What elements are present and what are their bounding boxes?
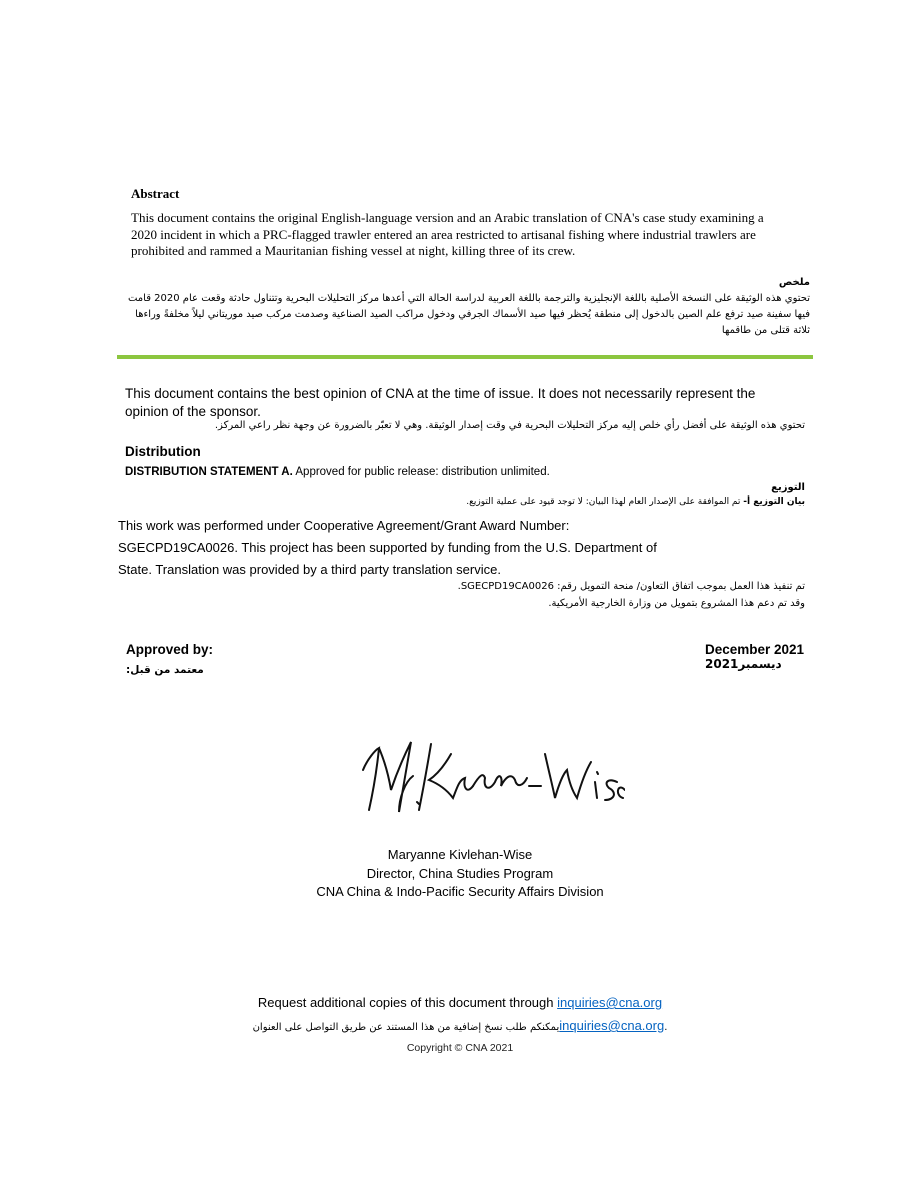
arabic-distribution-label: بيان التوزيع أ- (743, 497, 805, 507)
signature-stroke-wise (545, 754, 625, 800)
funding-line-2: SGECPD19CA0026. This project has been supported by funding from the U.S. Department of (118, 540, 657, 555)
signature-stroke-rest (473, 775, 541, 788)
arabic-issue-date: ديسمبر2021 (705, 657, 782, 671)
arabic-request-text: يمكنكم طلب نسخ إضافية من هذا المستند عن طريق التواصل على العنوان (252, 1022, 560, 1033)
green-divider (117, 355, 813, 359)
arabic-funding-line-1: تم تنفيذ هذا العمل بموجب اتفاق التعاون/ منحة التمويل رقم: SGECPD19CA0026. (457, 581, 805, 592)
arabic-distribution-heading: التوزيع (771, 482, 805, 493)
arabic-request-period: . (664, 1022, 668, 1033)
arabic-abstract-heading: ملخص (778, 277, 810, 288)
signatory-division: CNA China & Indo-Pacific Security Affairs Division (316, 884, 604, 899)
arabic-distribution-text: تم الموافقة على الإصدار العام لهذا البيان: لا توجد قيود على عملية التوزيع. (466, 497, 744, 507)
signatory-title: Director, China Studies Program (366, 865, 554, 881)
signature-stroke-k (417, 744, 473, 810)
request-text: Request additional copies of this document through (257, 995, 558, 1010)
inquiries-email-link[interactable]: inquiries@cna.org (557, 995, 663, 1010)
issue-date: December 2021 (705, 642, 805, 657)
abstract-heading: Abstract (131, 186, 180, 201)
request-copies (0, 995, 920, 1010)
funding-line-3: State. Translation was provided by a third party translation service. (118, 562, 501, 577)
arabic-inquiries-email-link[interactable]: inquiries@cna.org (559, 1018, 665, 1033)
signatory-name: Maryanne Kivlehan-Wise (387, 847, 533, 862)
copyright-notice: Copyright © CNA 2021 (406, 1042, 514, 1054)
arabic-abstract-body: تحتوي هذه الوثيقة على النسخة الأصلية باللغة الإنجليزية والترجمة باللغة العربية لدراسة الحالة التي أعدها مركز التحليلات البحرية وتتناول حادثة وقعت عام 2020 قامت فيها سفينة صيد ترفع علم الصين بالدخول إلى منطقة يُحظر فيها صيد الأسماك الجرفي ودخول مراكب الصيد الصناعية وصدمت مركب صيد موريتاني ليلاً مخلفةً وراءها ثلاثة قتلى من طاقمها (127, 293, 810, 336)
arabic-distribution-statement (466, 497, 805, 507)
signatory-block (0, 846, 920, 902)
approved-by-label: Approved by: (126, 642, 214, 657)
arabic-funding-line-2: وقد تم دعم هذا المشروع بتمويل من وزارة الخارجية الأمريكية. (548, 598, 805, 609)
signature-stroke-m (363, 742, 413, 812)
funding-statement (118, 515, 718, 581)
signature-image (355, 732, 625, 822)
abstract-body: This document contains the original English-language version and an Arabic translation of CNA's case study examining a 2020 incident in which a PRC-flagged trawler entered an area restricted to artisanal fishing where industrial trawlers are prohibited and rammed a Mauritanian fishing vessel at night, killing three of its crew. (131, 210, 764, 258)
distribution-heading: Distribution (125, 444, 201, 459)
distribution-statement-text: Approved for public release: distribution unlimited. (292, 466, 550, 478)
opinion-statement: This document contains the best opinion of CNA at the time of issue. It does not necessarily represent the opinion of the sponsor. (125, 386, 756, 419)
distribution-statement (125, 466, 550, 478)
funding-line-1: This work was performed under Cooperative Agreement/Grant Award Number: (118, 518, 570, 533)
arabic-request-copies (0, 1018, 920, 1033)
arabic-approved-by-label: معتمد من قبل: (126, 664, 204, 676)
distribution-statement-label: DISTRIBUTION STATEMENT A. (125, 466, 293, 478)
arabic-opinion-statement: تحتوي هذه الوثيقة على أفضل رأي خلص إليه مركز التحليلات البحرية في وقت إصدار الوثيقة. وهي لا تعبّر بالضرورة عن وجهة نظر راعي المركز. (214, 420, 805, 431)
